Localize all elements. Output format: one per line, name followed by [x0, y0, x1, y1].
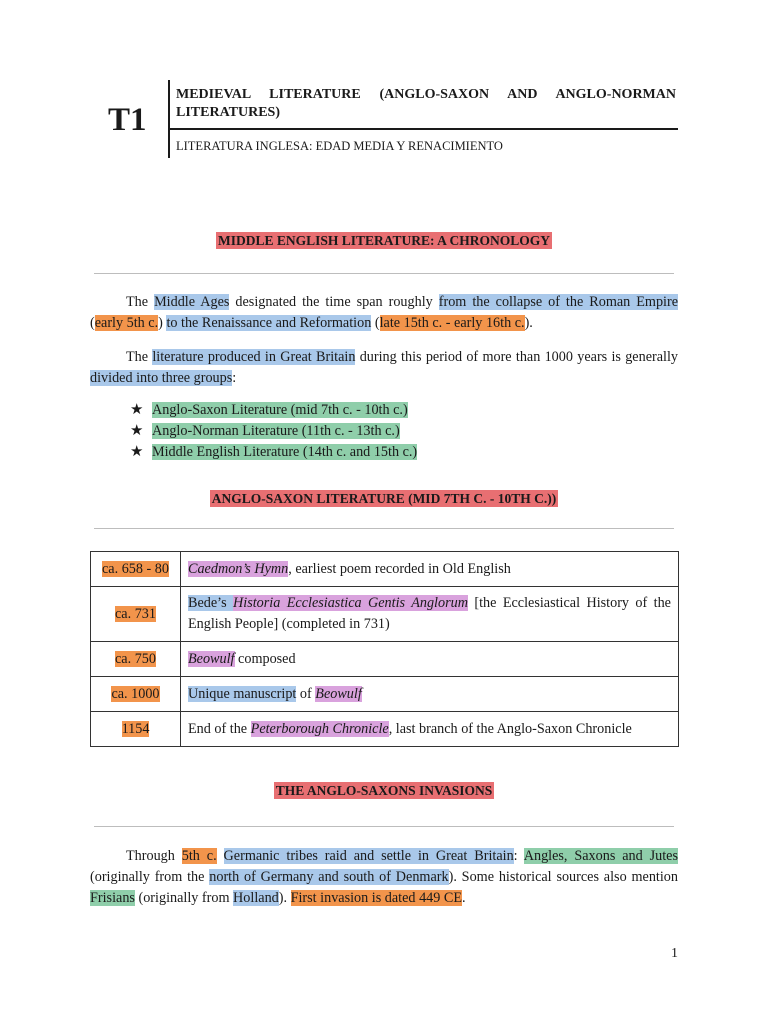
event-cell: End of the Peterborough Chronicle, last branch of the Anglo-Saxon Chronicle — [181, 712, 679, 747]
date-cell: ca. 658 - 80 — [91, 552, 181, 587]
date-cell: ca. 750 — [91, 642, 181, 677]
table-row — [91, 552, 679, 587]
section-divider — [94, 273, 674, 274]
section-divider — [94, 826, 674, 827]
star-icon: ★ — [130, 402, 144, 418]
date-cell: ca. 1000 — [91, 677, 181, 712]
table-row — [91, 712, 679, 747]
chronology-table — [90, 551, 679, 747]
document-header — [90, 80, 678, 158]
paragraph-middle-ages: The Middle Ages designated the time span roughly from the collapse of the Roman Empire (early 5th c.) to the Renaissance and Reformation (late 15th c. - early 16th c.). — [90, 294, 678, 331]
list-item: ★ Anglo-Saxon Literature (mid 7th c. - 10th c.) — [130, 400, 417, 421]
star-icon: ★ — [130, 423, 144, 439]
event-cell: Beowulf composed — [181, 642, 679, 677]
topic-code: T1 — [108, 102, 147, 138]
section-title-invasions: THE ANGLO-SAXONS INVASIONS — [275, 783, 493, 798]
header-horizontal-rule — [170, 128, 678, 130]
course-subtitle: LITERATURA INGLESA: EDAD MEDIA Y RENACIMIENTO — [176, 139, 503, 153]
star-icon: ★ — [130, 444, 144, 460]
literature-groups-list — [130, 400, 417, 463]
table-row — [91, 587, 679, 642]
table-row — [91, 642, 679, 677]
event-cell: Unique manuscript of Beowulf — [181, 677, 679, 712]
event-cell: Bede’s Historia Ecclesiastica Gentis Anglorum [the Ecclesiastical History of the English People] (completed in 731) — [181, 587, 679, 642]
date-cell: ca. 731 — [91, 587, 181, 642]
paragraph-literature-groups: The literature produced in Great Britain during this period of more than 1000 years is generally divided into three groups: — [90, 349, 678, 386]
list-item: ★ Middle English Literature (14th c. and 15th c.) — [130, 442, 417, 463]
table-row — [91, 677, 679, 712]
header-vertical-rule — [168, 80, 170, 158]
date-cell: 1154 — [91, 712, 181, 747]
section-title-chronology: MIDDLE ENGLISH LITERATURE: A CHRONOLOGY — [217, 233, 551, 248]
paragraph-invasions: Through 5th c. Germanic tribes raid and settle in Great Britain: Angles, Saxons and Jutes (originally from the north of Germany and south of Denmark). Some historical sources also mention Frisians (originally from Holland). First invasion is dated 449 CE. — [90, 848, 678, 906]
list-item: ★ Anglo-Norman Literature (11th c. - 13th c.) — [130, 421, 417, 442]
event-cell: Caedmon’s Hymn, earliest poem recorded in Old English — [181, 552, 679, 587]
topic-title: MEDIEVAL LITERATURE (ANGLO-SAXON AND ANGLO-NORMAN LITERATURES) — [176, 87, 676, 120]
section-divider — [94, 528, 674, 529]
section-title-anglo-saxon: ANGLO-SAXON LITERATURE (MID 7TH C. - 10TH C.)) — [211, 491, 557, 506]
page-number: 1 — [671, 946, 678, 961]
